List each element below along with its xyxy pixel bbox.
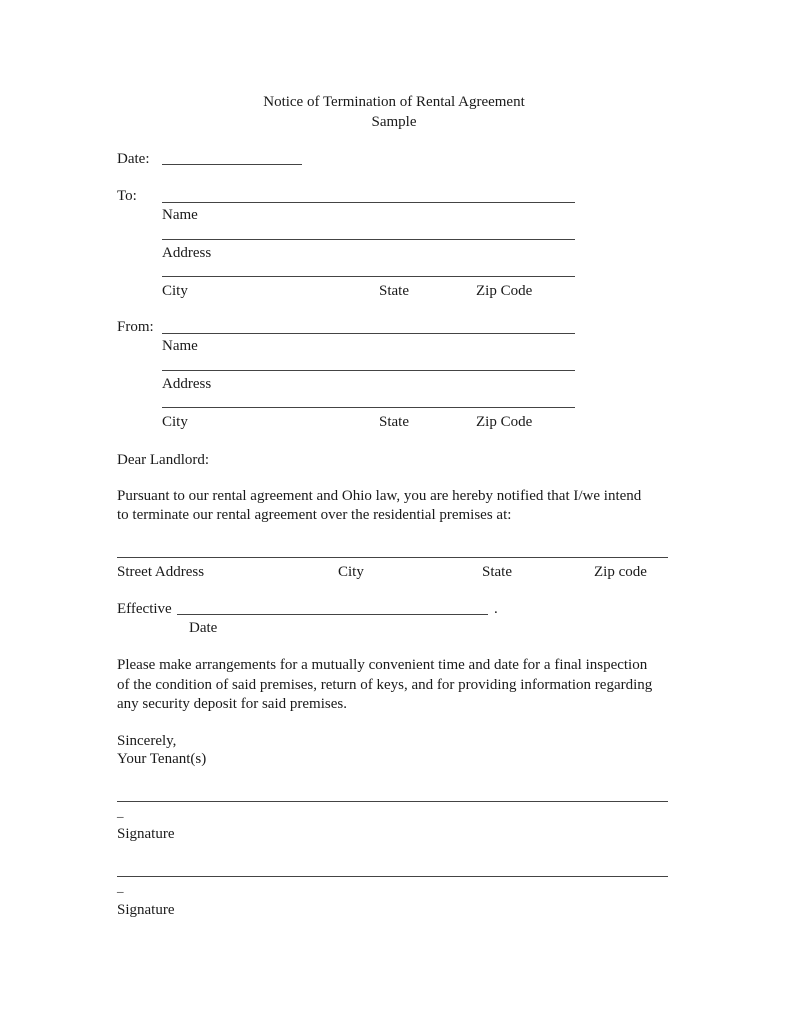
notice-paragraph-line-1: Pursuant to our rental agreement and Ohio law, you are hereby notified that I/we intend: [117, 488, 642, 504]
from-city-label: City: [162, 414, 188, 430]
notice-paragraph-line-2: to terminate our rental agreement over the residential premises at:: [117, 507, 512, 523]
signature-2-overflow-mark: _: [117, 879, 124, 894]
signature-line-1[interactable]: [117, 801, 668, 802]
premises-street-label: Street Address: [117, 564, 205, 580]
signature-1-overflow-mark: _: [117, 804, 124, 819]
premises-state-label: State: [482, 564, 512, 580]
effective-date-label: Date: [189, 620, 218, 636]
from-address-line[interactable]: [162, 370, 575, 371]
from-label: From:: [117, 319, 154, 335]
from-address-label: Address: [162, 376, 212, 392]
premises-city-label: City: [338, 564, 364, 580]
document-title: Notice of Termination of Rental Agreement: [263, 94, 525, 110]
to-zip-label: Zip Code: [476, 283, 533, 299]
signature-2-label: Signature: [117, 902, 175, 918]
to-name-line[interactable]: [162, 202, 575, 203]
from-state-label: State: [379, 414, 409, 430]
to-name-label: Name: [162, 207, 198, 223]
to-city-label: City: [162, 283, 188, 299]
arrangements-paragraph-line-3: any security deposit for said premises.: [117, 696, 347, 712]
to-state-label: State: [379, 283, 409, 299]
from-name-label: Name: [162, 338, 198, 354]
salutation: Dear Landlord:: [117, 452, 210, 468]
to-city-state-zip-line[interactable]: [162, 276, 575, 277]
to-address-line[interactable]: [162, 239, 575, 240]
arrangements-paragraph-line-1: Please make arrangements for a mutually convenient time and date for a final inspection: [117, 657, 648, 673]
effective-label: Effective: [117, 601, 172, 617]
premises-address-line[interactable]: [117, 557, 668, 558]
to-address-label: Address: [162, 245, 212, 261]
from-zip-label: Zip Code: [476, 414, 533, 430]
effective-period: .: [494, 601, 498, 617]
to-label: To:: [117, 188, 137, 204]
document-subtitle: Sample: [371, 114, 417, 130]
from-name-line[interactable]: [162, 333, 575, 334]
from-city-state-zip-line[interactable]: [162, 407, 575, 408]
effective-date-line[interactable]: [177, 614, 488, 615]
signature-line-2[interactable]: [117, 876, 668, 877]
arrangements-paragraph-line-2: of the condition of said premises, return of keys, and for providing information regarding: [117, 677, 653, 693]
closing-sincerely: Sincerely,: [117, 733, 177, 749]
date-label: Date:: [117, 151, 150, 167]
closing-your-tenants: Your Tenant(s): [117, 751, 207, 767]
date-field-line[interactable]: [162, 164, 302, 165]
signature-1-label: Signature: [117, 826, 175, 842]
premises-zip-label: Zip code: [594, 564, 647, 580]
